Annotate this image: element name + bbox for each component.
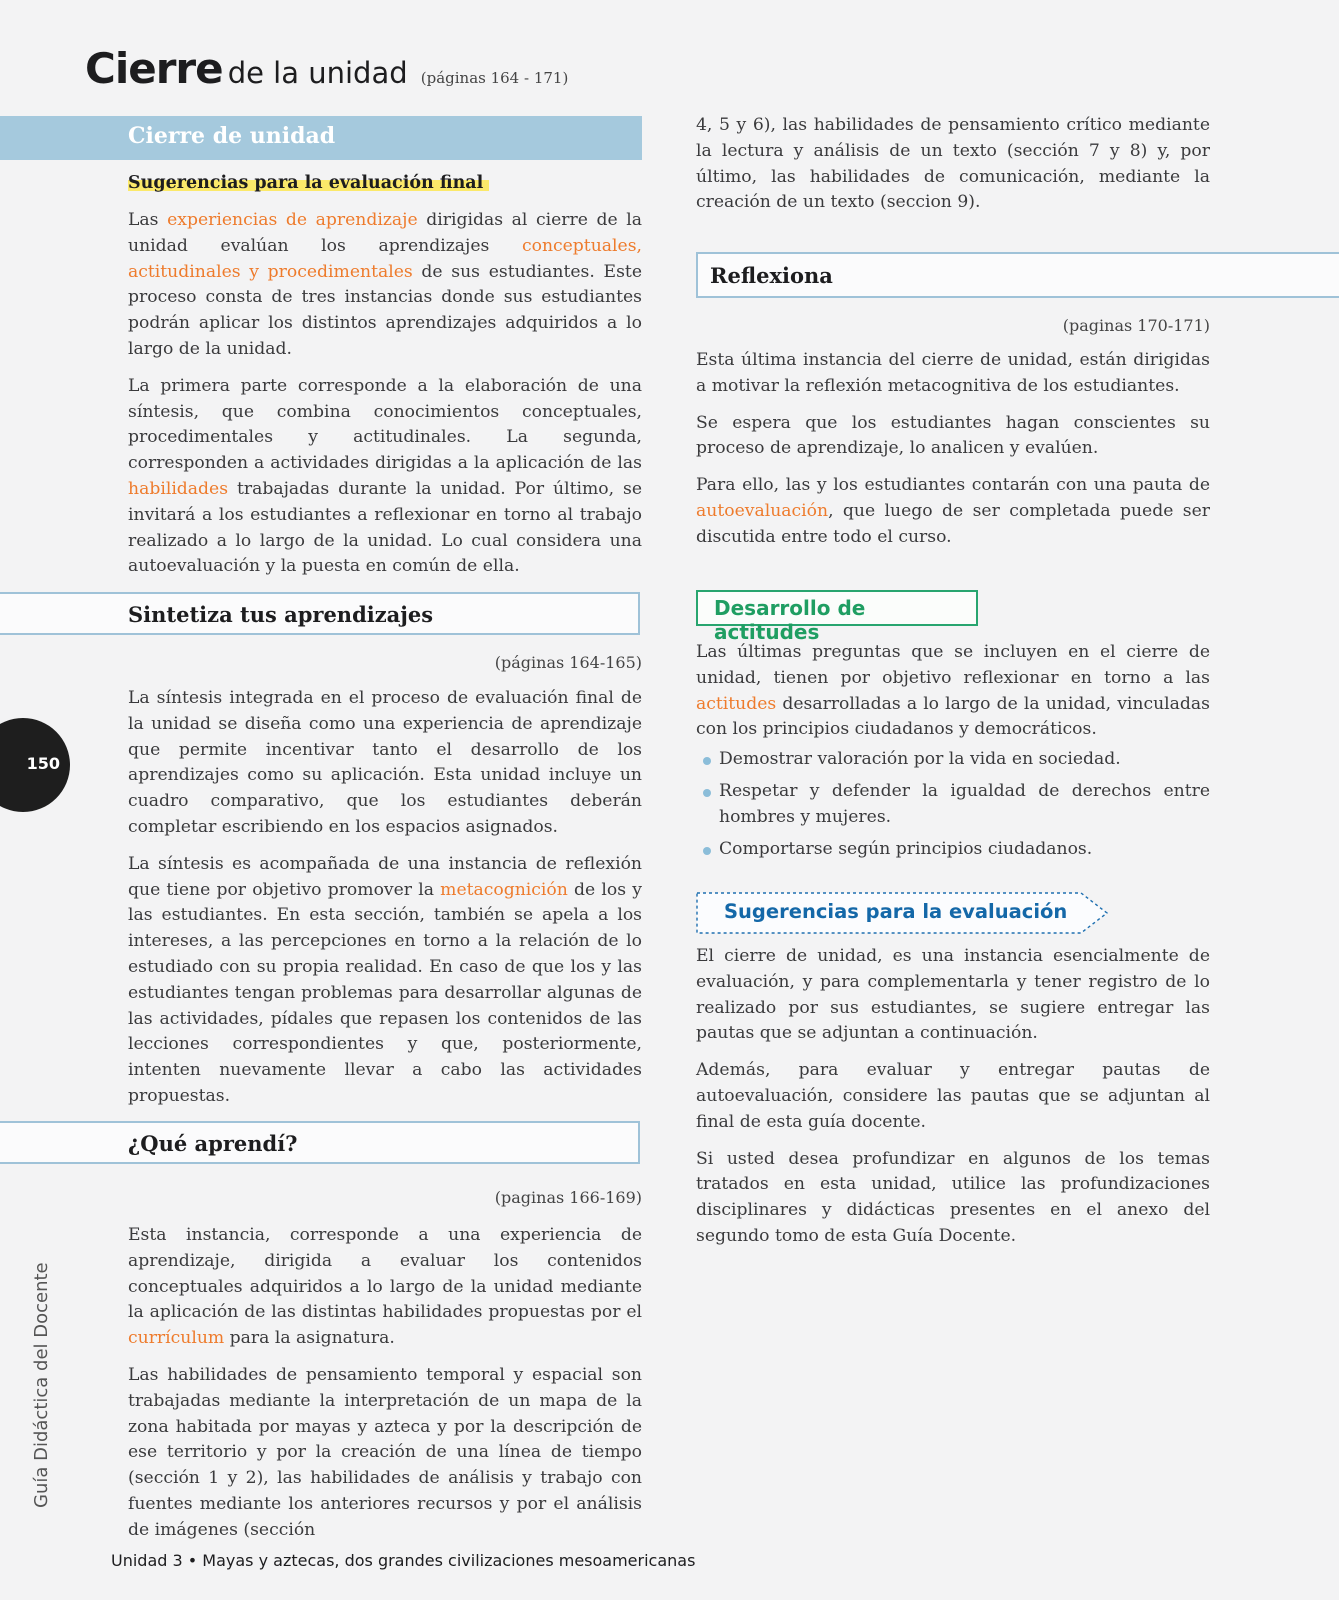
keyword-autoevaluacion: autoevaluación <box>696 500 829 521</box>
list-item: Respetar y defender la igualdad de derechos entre hombres y mujeres. <box>696 779 1210 831</box>
intro-section <box>128 208 642 591</box>
keyword-metacognicion: metacognición <box>440 879 568 900</box>
reflexiona-paragraph-3: Para ello, las y los estudiantes contarán con una pauta de autoevaluación, que luego de ser completada puede ser discutida entre todo el curso. <box>696 475 1210 547</box>
evaluacion-paragraph-1: El cierre de unidad, es una instancia esencialmente de evaluación, y para complementarla y tener registro de lo realizado por sus estudiantes, se sugiere entregar las pautas que se adjuntan a continuación. <box>696 946 1210 1044</box>
keyword-conceptuales: conceptuales, actitudinales y procedimentales <box>128 235 642 282</box>
reflexiona-paragraph-1: Esta última instancia del cierre de unidad, están dirigidas a motivar la reflexión metacognitiva de los estudiantes. <box>696 350 1210 396</box>
sintetiza-paragraph-1: La síntesis integrada en el proceso de evaluación final de la unidad se diseña como una experiencia de aprendizaje que permite incentivar tanto el desarrollo de los aprendizajes como su aplicación. Esta unidad incluye un cuadro comparativo, que los estudiantes deberán completar escribiendo en los espacios asignados. <box>128 688 642 837</box>
page-title <box>85 44 568 93</box>
cierre-banner-title: Cierre de unidad <box>128 123 336 149</box>
page-number: 150 <box>26 754 60 773</box>
evaluacion-heading: Sugerencias para la evaluación <box>724 900 1068 923</box>
reflexiona-section <box>696 348 1210 562</box>
side-label: Guía Didáctica del Docente <box>31 1262 52 1508</box>
evaluacion-paragraph-2: Además, para evaluar y entregar pautas de autoevaluación, considere las pautas que se adjuntan al final de esta guía docente. <box>696 1060 1210 1132</box>
actitudes-heading-box <box>696 590 978 644</box>
reflexiona-heading: Reflexiona <box>710 263 833 288</box>
que-aprendi-section <box>128 1223 642 1555</box>
cierre-banner <box>0 116 642 160</box>
que-aprendi-pages: (paginas 166-169) <box>494 1188 642 1207</box>
intro-paragraph-2: La primera parte corresponde a la elaboración de una síntesis, que combina conocimientos conceptuales, procedimentales y actitudinales. La segunda, corresponden a actividades dirigidas a la aplicación de las habilidades trabajadas durante la unidad. Por último, se invitará a los estudiantes a reflexionar en torno al trabajo realizado a lo largo de la unidad. Lo cual considera una autoevaluación y la puesta en común de ella. <box>128 375 642 577</box>
que-aprendi-heading: ¿Qué aprendí? <box>128 1131 298 1156</box>
footer-unit-title: Unidad 3 • Mayas y aztecas, dos grandes civilizaciones mesoamericanas <box>111 1551 696 1570</box>
actitudes-paragraph: Las últimas preguntas que se incluyen en el cierre de unidad, tienen por objetivo reflexionar en torno a las actitudes desarrolladas a lo largo de la unidad, vinculadas con los principios ciudadanos y democráticos. <box>696 642 1210 740</box>
title-pages: (páginas 164 - 171) <box>420 69 569 87</box>
list-item: Demostrar valoración por la vida en sociedad. <box>696 747 1210 773</box>
continuation-paragraph: 4, 5 y 6), las habilidades de pensamiento crítico mediante la lectura y análisis de un texto (sección 7 y 8) y, por último, las habilidades de comunicación, mediante la creación de un texto (seccion 9). <box>696 115 1210 213</box>
que-aprendi-paragraph-1: Esta instancia, corresponde a una experiencia de aprendizaje, dirigida a evaluar los contenidos conceptuales adquiridos a lo largo de la unidad mediante la aplicación de las distintas habilidades propuestas por el currículum para la asignatura. <box>128 1225 642 1349</box>
keyword-curriculum: currículum <box>128 1328 225 1349</box>
title-rest: de la unidad <box>227 56 408 90</box>
continuation-section <box>696 113 1210 227</box>
keyword-experiencias: experiencias de aprendizaje <box>167 210 418 230</box>
intro-paragraph-1: Las experiencias de aprendizaje dirigidas al cierre de la unidad evalúan los aprendizajes conceptuales, actitudinales y procedimentales de sus estudiantes. Este proceso consta de tres instancias donde sus estudiantes podrán aplicar los distintos aprendizajes adquiridos a lo largo de la unidad. <box>128 210 642 359</box>
reflexiona-heading-box <box>696 252 1339 298</box>
sintetiza-heading-box <box>0 592 640 635</box>
sintetiza-paragraph-2: La síntesis es acompañada de una instancia de reflexión que tiene por objetivo promover la metacognición de los y las estudiantes. En esta sección, también se apela a los intereses, a las percepciones en torno a la relación de lo estudiado con su propia realidad. En caso de que los y las estudiantes tengan problemas para desarrollar algunas de las actividades, pídales que repasen los contenidos de las lecciones correspondientes y que, posteriormente, intenten nuevamente llevar a cabo las actividades propuestas. <box>128 853 642 1106</box>
sintetiza-pages: (páginas 164-165) <box>494 653 642 672</box>
list-item: Comportarse según principios ciudadanos. <box>696 837 1210 863</box>
sintetiza-section <box>128 686 642 1121</box>
keyword-habilidades: habilidades <box>128 478 229 499</box>
actitudes-section <box>696 640 1210 870</box>
actitudes-heading: Desarrollo de actitudes <box>714 596 866 644</box>
keyword-actitudes: actitudes <box>696 693 777 714</box>
reflexiona-pages: (paginas 170-171) <box>1062 316 1210 335</box>
que-aprendi-heading-box <box>0 1121 640 1164</box>
sintetiza-heading: Sintetiza tus aprendizajes <box>128 602 434 627</box>
evaluacion-section <box>696 944 1210 1261</box>
sugg-final-heading: Sugerencias para la evaluación final <box>128 173 489 193</box>
evaluacion-paragraph-3: Si usted desea profundizar en algunos de los temas tratados en esta unidad, utilice las profundizaciones disciplinares y didácticas presentes en el anexo del segundo tomo de esta Guía Docente. <box>696 1148 1210 1246</box>
reflexiona-paragraph-2: Se espera que los estudiantes hagan conscientes su proceso de aprendizaje, lo analicen y evalúen. <box>696 412 1210 459</box>
page-number-tab <box>0 718 70 812</box>
que-aprendi-paragraph-2: Las habilidades de pensamiento temporal y espacial son trabajadas mediante la interpretación de un mapa de la zona habitada por mayas y azteca y por la descripción de ese territorio y por la creación de una línea de tiempo (sección 1 y 2), las habilidades de análisis y trabajo con fuentes mediante los anteriores recursos y por el análisis de imágenes (sección <box>128 1364 642 1540</box>
evaluacion-heading-box <box>696 892 1109 934</box>
title-main: Cierre <box>85 44 223 93</box>
actitudes-list <box>696 747 1210 862</box>
